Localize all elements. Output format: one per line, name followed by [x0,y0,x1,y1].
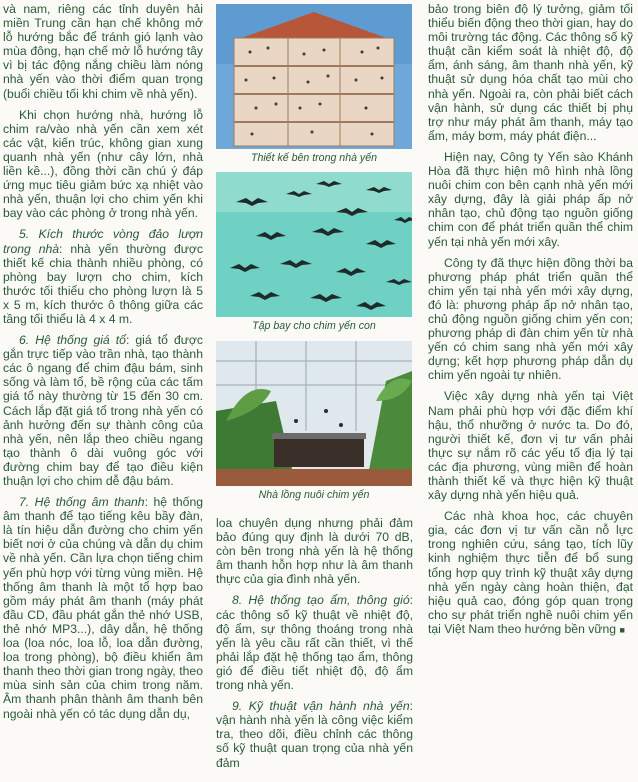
section-heading: 8. Hệ thống tạo ẩm, thông gió [232,593,410,608]
swiftlets-flying-image [216,172,412,317]
article-column-2 [216,516,413,777]
section-heading: 9. Kỹ thuật vận hành nhà yến [232,699,410,714]
figure-nursery-house [216,341,412,501]
section-heading: 6. Hệ thống giá tổ [19,333,126,348]
article-column-3 [428,2,633,644]
greenhouse-image [216,341,412,486]
section-heading: 5. Kích thước vòng đảo lượn trong nhà [3,227,203,256]
article-column-1 [3,2,203,728]
paragraph: Khi chọn hướng nhà, hướng lỗ chim ra/vào nhà yến cần xem xét các vật, kiến trúc, không gian xung quanh nhà yến (như cây lớn, nhà liền kề...), đồng thời cần chú ý đáp ứng mục tiêu giảm bức xạ nhiệt vào nhà yến, thuận lợi cho chim yến khi bay vào các phòng ở trong nhà yến. [3,107,203,221]
figure-caption: Thiết kế bên trong nhà yến [250,152,378,164]
section-heading: 7. Hệ thống âm thanh [19,495,145,510]
figure-young-swiftlets [216,172,412,332]
figure-caption: Nhà lồng nuôi chim yến [258,489,370,501]
paragraph: 7. Hệ thống âm thanh: hệ thống âm thanh để tạo tiếng kêu bầy đàn, là tín hiệu dẫn đường cho chim yến biết nơi ở của chúng và dẫn dụ chim về nhà yến. Cần lựa chọn tiếng chim yến phù hợp với từng vùng miền. Hệ thống âm thanh là một tổ hợp bao gồm máy phát âm thanh (máy phát đầu CD, đầu phát gắn thẻ nhớ USB, thẻ nhớ MP3...), dây dẫn, hệ thống loa (loa nóc, loa lỗ, loa dẫn đường, loa trong phòng), bộ điều khiển âm thanh theo thời gian trong ngày, theo mùa sinh sản của chim trong năm. Âm thanh phân thành âm thanh bên ngoài nhà yến có tác dụng dẫn dụ, [3,495,203,721]
paragraph: 9. Kỹ thuật vận hành nhà yến: vận hành nhà yến là công việc kiểm tra, theo dõi, điều chỉnh các thông số kỹ thuật quan trọng của nhà yến đảm [216,699,413,770]
figure-building-design [216,4,412,164]
paragraph: loa chuyên dụng nhưng phải đảm bảo đúng quy định là dưới 70 dB, còn bên trong nhà yến là hệ thống âm thanh hỗn hợp như là âm thanh thực của gia đình nhà yến. [216,516,413,587]
paragraph: 8. Hệ thống tạo ẩm, thông gió: các thông số kỹ thuật về nhiệt độ, độ ẩm, sự thông thoáng trong nhà yến là yêu cầu rất cần thiết, vì thế phải lắp đặt hệ thống tạo ẩm, thông gió để điều tiết nhiệt độ, độ ẩm trong nhà yến. [216,593,413,693]
paragraph: Các nhà khoa học, các chuyên gia, các đơn vị tư vấn cần nỗ lực trong nghiên cứu, sáng tạo, tích lũy kinh nghiệm thực tiễn để bổ sung tổng hợp quy trình kỹ thuật xây dựng nhà yến ngày càng hoàn thiện, đạt hiệu quả cao, đóng góp quan trọng cho sự phát triển nghề nuôi chim yến tại Việt Nam theo hướng bền vững ■ [428,509,633,636]
paragraph: 5. Kích thước vòng đảo lượn trong nhà: nhà yến thường được thiết kế chia thành nhiều phòng, có phòng bay lượn cho chim, kích thước tối thiểu cho phòng lượn là 5 x 5 m, kích thước ô thông giữa các tầng tối thiểu là 4 x 4 m. [3,227,204,326]
paragraph: Việc xây dựng nhà yến tại Việt Nam phải phù hợp với đặc điểm khí hậu, thổ nhưỡng ở nước ta. Do đó, người thiết kế, đơn vị tư vấn phải thực sự nắm rõ các yếu tố địa lý tại các địa phương, vùng miền để hoàn thành thiết kế và thực hiện kỹ thuật xây dựng nhà yến hiệu quả. [428,389,633,503]
paragraph: Công ty đã thực hiện đồng thời ba phương pháp phát triển quần thể chim yến tại nhà yến mới xây dựng, đó là: phương pháp ấp nở nhân tạo, chủ động nguồn giống chim yến con; phương pháp di đàn chim yến từ nhà yến có chim sang nhà yến mới xây dựng; kết hợp phương pháp dẫn dụ chim yến ngoài tự nhiên. [428,255,633,383]
end-of-article-mark: ■ [619,624,625,635]
paragraph: bảo trong biên độ lý tưởng, giảm tối thiểu biến động theo thời gian, hay do môi trường tác động. Các thông số kỹ thuật cần kiểm soát là nhiệt độ, độ ẩm, ánh sáng, âm thanh nhà yến, kỹ thuật sử dụng hóa chất tạo mùi cho nhà yến. Ngoài ra, còn phải biết cách vận hành, sử dụng các thiết bị phụ trợ như máy phát âm thanh, máy tạo ẩm, máy bơm, máy phát điện... [428,2,633,143]
paragraph: Hiện nay, Công ty Yến sào Khánh Hòa đã thực hiện mô hình nhà lồng nuôi chim con bên cạnh nhà yến mới xây dựng, đây là giải pháp ấp nở nhân tạo, chủ động tạo nguồn giống chim con để phát triển quần thể chim yến tại nhà yến mới xây. [428,149,633,249]
paragraph: 6. Hệ thống giá tổ: giá tổ được gắn trực tiếp vào trần nhà, tạo thành các ô ngang để chim đậu bám, sinh sống và làm tổ, bề rộng của các tấm giá tổ này thường từ 15 đến 30 cm. Cách lắp đặt giá tổ trong nhà yến có ảnh hưởng đến sự thành công của nhà yến, nên lắp theo chiều ngang tạo thành ô dài vuông góc với đường chim bay để tạo điều kiện thuận lợi cho chim dễ đậu bám. [3,333,203,488]
figure-caption: Tập bay cho chim yến con [252,320,376,332]
building-cross-section-image [216,4,412,149]
paragraph: và nam, riêng các tỉnh duyên hải miền Trung cần hạn chế không mở lỗ hướng bắc để tránh gió lạnh vào mùa đông, hạn chế mở lỗ hướng tây vì bị tác động nắng chiều làm nóng nhà yến vào thời điểm quan trọng (buổi chiều tối khi chim về nhà yến). [3,2,203,101]
